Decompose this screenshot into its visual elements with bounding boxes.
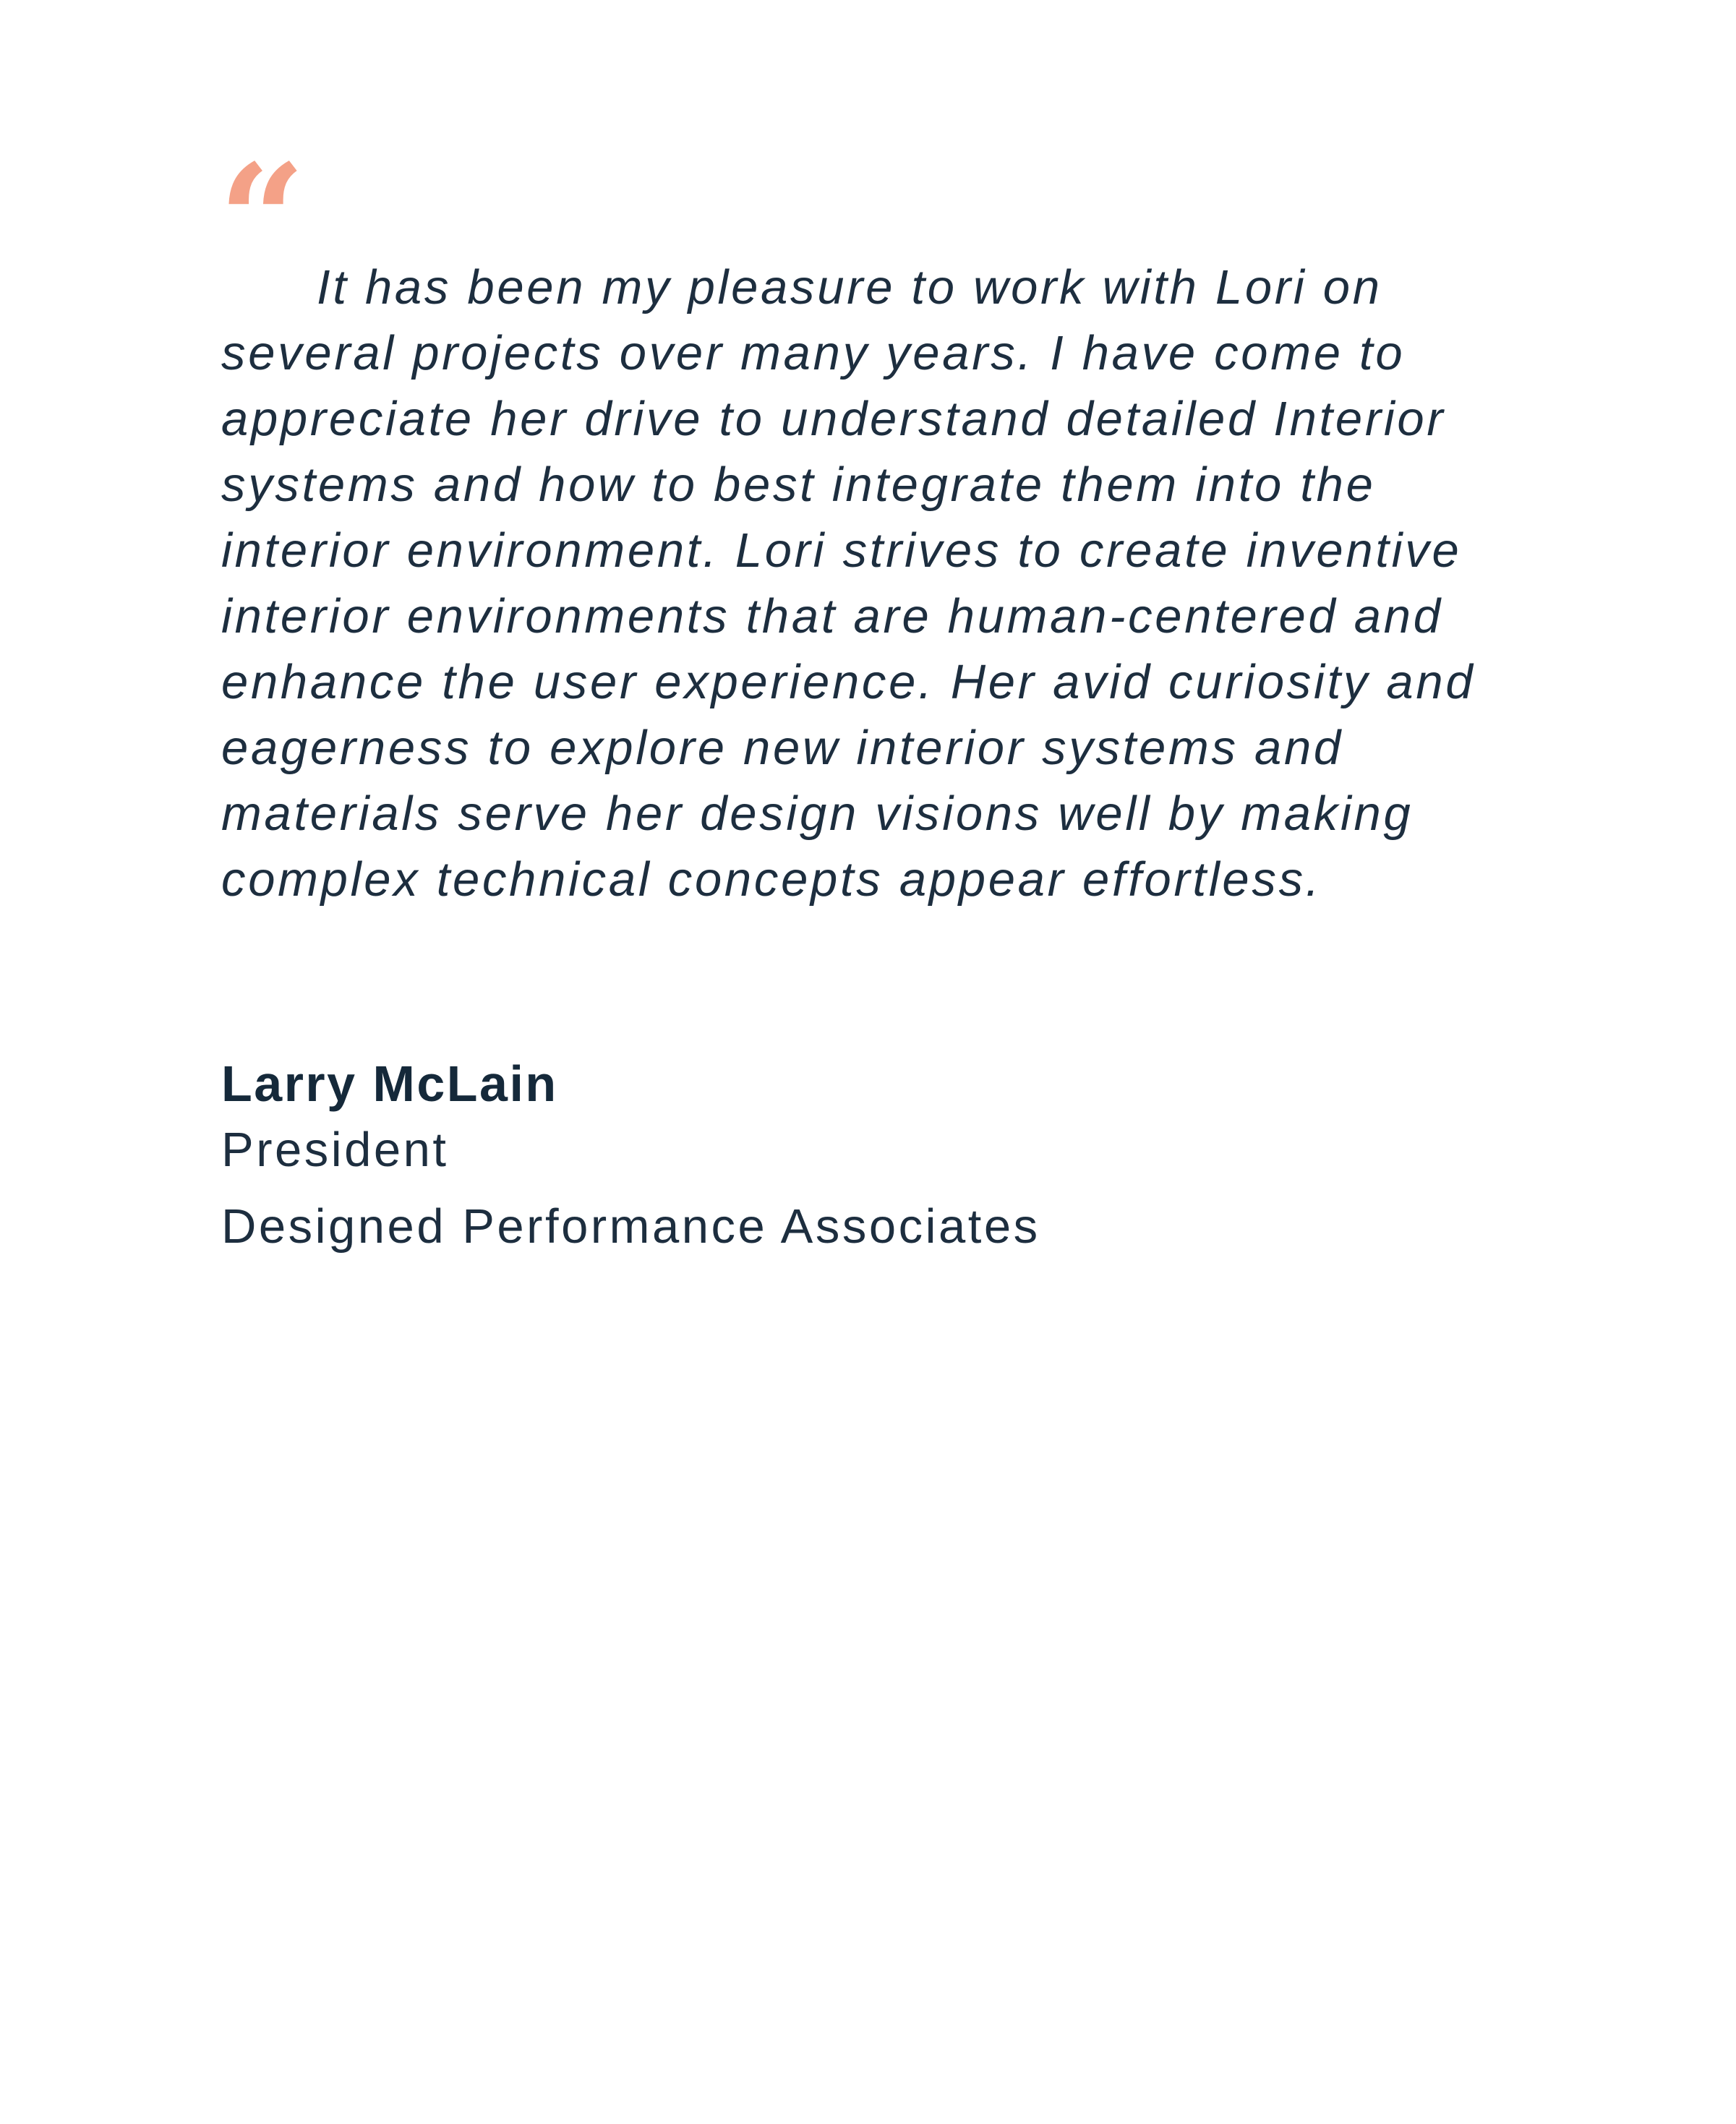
author-company: Designed Performance Associates bbox=[221, 1199, 1040, 1254]
quote-mark-icon: “ bbox=[218, 131, 299, 309]
testimonial-card bbox=[218, 131, 1552, 1271]
testimonial-text: It has been my pleasure to work with Lori on several projects over many years. I have come to appreciate her drive to understand detailed Interior systems and how to best integrate them into the interior environment. Lori strives to create inventive interior environments that are human-centered and enhance the user experience. Her avid curiosity and eagerness to explore new interior systems and materials serve her design visions well by making complex technical concepts appear effortless. bbox=[221, 260, 1476, 907]
author-title: President bbox=[221, 1123, 449, 1177]
author-block bbox=[221, 1051, 1552, 1271]
author-name: Larry McLain bbox=[221, 1055, 558, 1112]
